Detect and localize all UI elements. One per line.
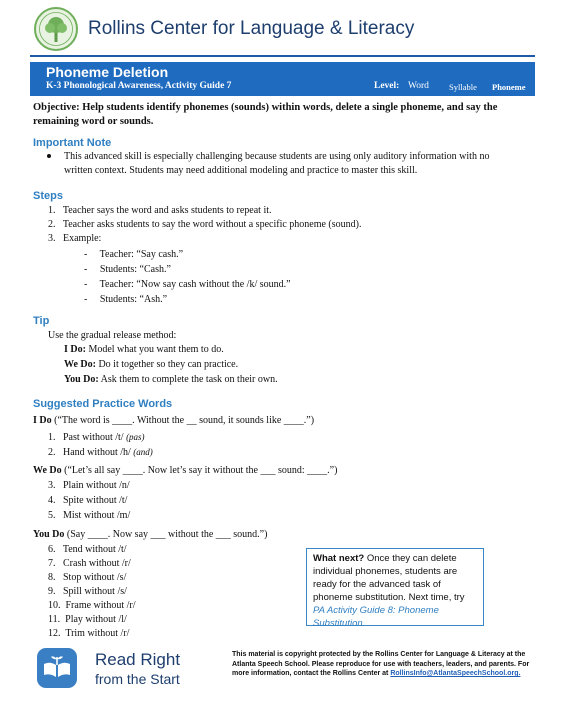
callout-heading: What next?	[313, 553, 365, 564]
contact-email-link[interactable]: RollinsInfo@AtlantaSpeechSchool.org.	[390, 670, 521, 677]
step-item: 2. Teacher asks students to say the word without a specific phoneme (sound).	[48, 219, 362, 230]
what-next-callout	[306, 548, 484, 629]
i-do-prompt-text: (“The word is ____. Without the __ sound, it sounds like ____.”)	[51, 415, 315, 426]
tip-i-do-label: I Do:	[64, 344, 86, 355]
tip-we-do-text: Do it together so they can practice.	[95, 359, 239, 370]
practice-item	[48, 445, 153, 460]
we-do-prompt-text: (“Let’s all say ____. Now let’s say it without the ___ sound: ____.”)	[61, 465, 338, 476]
level-phoneme: Phoneme	[492, 82, 526, 92]
important-note-line: This advanced skill is especially challenging because students are using only auditory information with no	[64, 151, 490, 162]
tip-you-do-label: You Do:	[64, 374, 99, 385]
steps-heading: Steps	[33, 190, 63, 202]
level-label: Level:	[374, 81, 400, 91]
practice-item: 9. Spill without /s/	[48, 586, 127, 597]
important-note-heading: Important Note	[33, 137, 112, 149]
brand-line-1: Read Right	[95, 650, 181, 669]
header-divider	[30, 55, 535, 57]
tip-heading: Tip	[33, 315, 50, 327]
practice-item: 6. Tend without /t/	[48, 544, 127, 555]
level-word: Word	[408, 81, 429, 91]
practice-item: 7. Crash without /r/	[48, 558, 131, 569]
callout-text: Once they can delete individual phonemes, students are ready for the advanced task of phoneme substitution. Next time, try	[313, 553, 465, 603]
we-do-prompt	[33, 464, 337, 478]
practice-answer: (pas)	[126, 432, 145, 442]
practice-answer: (and)	[133, 447, 153, 457]
level-syllable: Syllable	[449, 82, 477, 92]
practice-item: 10. Frame without /r/	[48, 600, 136, 611]
tip-we-do	[64, 358, 238, 372]
objective: Objective: Help students identify phonemes (sounds) within words, delete a single phoneme, and say the remaining word or sounds.	[33, 102, 498, 127]
tip-i-do	[64, 343, 224, 357]
i-do-label: I Do	[33, 415, 52, 426]
practice-item: 3. Plain without /n/	[48, 480, 130, 491]
practice-item: 12. Trim without /r/	[48, 628, 130, 639]
tip-you-do-text: Ask them to complete the task on their own.	[98, 374, 278, 385]
you-do-prompt	[33, 528, 267, 542]
activity-banner	[30, 62, 535, 96]
we-do-label: We Do	[33, 465, 62, 476]
you-do-label: You Do	[33, 529, 65, 540]
copyright-text: This material is copyright protected by the Rollins Center for Language & Literacy at the Atlanta Speech School. Please reproduce for use with teachers, leaders, and parents. For more information, contact the Rollins Center at	[232, 651, 530, 677]
brand-line-2: from the Start	[95, 671, 180, 687]
tip-i-do-text: Model what you want them to do.	[85, 344, 224, 355]
i-do-prompt	[33, 414, 314, 428]
next-guide-link[interactable]: PA Activity Guide 8: Phoneme Substitution.	[313, 605, 439, 629]
example-line: - Students: “Cash.”	[84, 264, 171, 275]
practice-heading: Suggested Practice Words	[33, 398, 173, 410]
copyright-note	[232, 650, 532, 679]
activity-subtitle: K-3 Phonological Awareness, Activity Guide 7	[46, 81, 232, 91]
you-do-prompt-text: (Say ____. Now say ___ without the ___ sound.”)	[64, 529, 268, 540]
important-note-line: written context. Students may need additional modeling and practice to master this skill.	[64, 165, 418, 176]
practice-item: 4. Spite without /t/	[48, 495, 128, 506]
tree-seal-icon	[33, 6, 79, 52]
practice-item-text: 2. Hand without /h/	[48, 447, 131, 458]
example-line: - Teacher: “Now say cash without the /k/ sound.”	[84, 279, 291, 290]
step-item: 1. Teacher says the word and asks students to repeat it.	[48, 205, 272, 216]
tip-intro: Use the gradual release method:	[48, 330, 177, 341]
activity-title: Phoneme Deletion	[46, 64, 169, 80]
tip-you-do	[64, 373, 278, 387]
step-item: 3. Example:	[48, 233, 102, 244]
practice-item: 11. Play without /l/	[48, 614, 127, 625]
practice-item-text: 1. Past without /t/	[48, 432, 124, 443]
practice-item: 8. Stop without /s/	[48, 572, 127, 583]
practice-item	[48, 430, 145, 445]
open-book-sprout-icon	[36, 647, 78, 689]
example-line: - Teacher: “Say cash.”	[84, 249, 184, 260]
bullet-icon	[47, 154, 51, 158]
practice-item: 5. Mist without /m/	[48, 510, 131, 521]
tip-we-do-label: We Do:	[64, 359, 96, 370]
organization-title: Rollins Center for Language & Literacy	[88, 18, 415, 39]
example-line: - Students: “Ash.”	[84, 294, 168, 305]
